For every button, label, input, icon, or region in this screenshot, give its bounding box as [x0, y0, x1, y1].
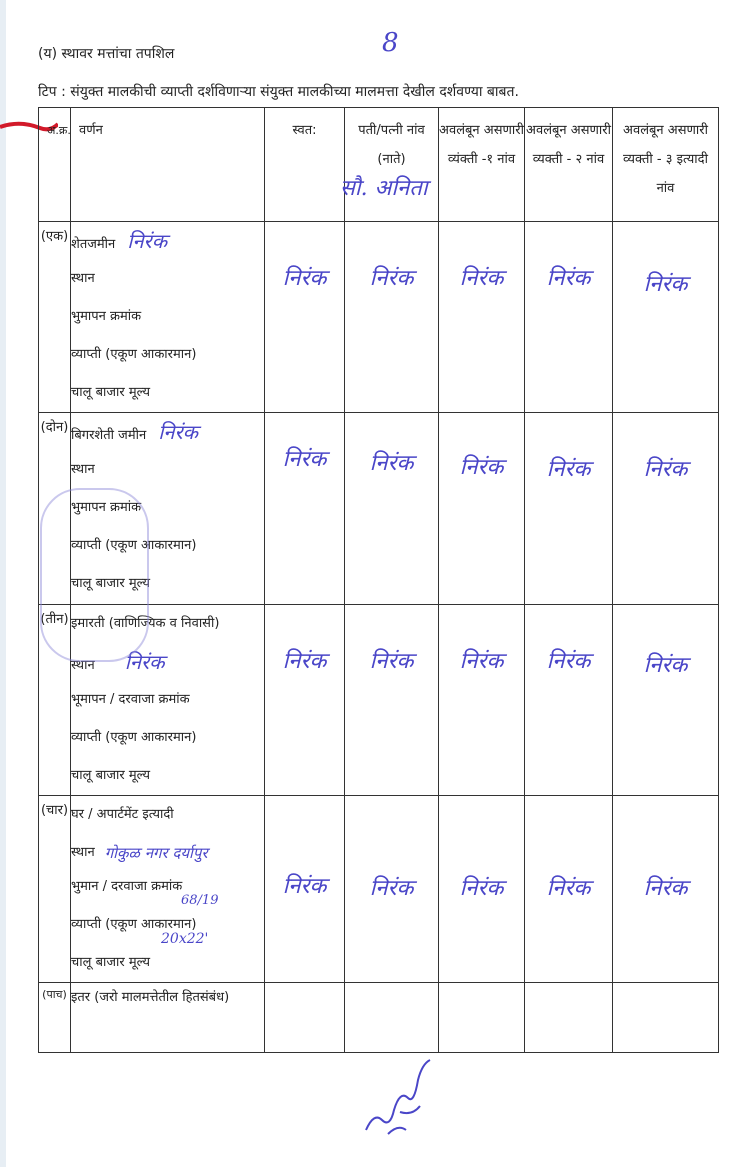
scan-edge	[0, 0, 6, 1167]
cell-spouse	[345, 413, 439, 605]
handwritten-nil: निरंक	[546, 649, 591, 674]
desc-line: भूमापन / दरवाजा क्रमांक	[71, 692, 190, 707]
table-row	[39, 796, 719, 983]
desc-line: स्थान	[71, 658, 95, 673]
handwritten-nil: निरंक	[643, 272, 688, 297]
cell-spouse	[345, 983, 439, 1053]
desc-line: शेतजमीन	[71, 237, 116, 252]
cell-dependent-2	[525, 605, 613, 796]
handwritten-area: 20x22'	[161, 931, 209, 947]
official-stamp	[40, 488, 149, 662]
desc-line: इतर (जरो मालमत्तेतील हितसंबंध)	[71, 990, 230, 1005]
cell-dependent-1	[439, 413, 525, 605]
desc-line: भुमापन क्रमांक	[71, 500, 142, 515]
handwritten-spouse-name: सौ. अनिता	[340, 176, 428, 201]
desc-line: स्थान	[71, 271, 95, 286]
desc-line: चालू बाजार मूल्य	[71, 768, 151, 783]
desc-line: स्थान	[71, 462, 95, 477]
cell-self	[265, 983, 345, 1053]
header-dependent-1: अवलंबून असणारी व्यंक्ती -१ नांव	[439, 108, 525, 222]
page-number: 8	[382, 28, 399, 58]
handwritten-nil: निरंक	[369, 451, 414, 476]
row-number: (एक)	[39, 222, 71, 413]
header-description: वर्णन	[71, 108, 265, 222]
cell-dependent-3	[613, 983, 719, 1053]
cell-dependent-3	[613, 413, 719, 605]
desc-line: व्याप्ती (एकूण आकारमान)	[71, 730, 197, 745]
table-header-row	[39, 108, 719, 222]
row-description	[71, 222, 265, 413]
handwritten-nil: निरंक	[282, 447, 327, 472]
desc-line: चालू बाजार मूल्य	[71, 955, 151, 970]
row-number: (दोन)	[39, 413, 71, 605]
handwritten-nil: निरंक	[282, 266, 327, 291]
cell-dependent-1	[439, 983, 525, 1053]
cell-dependent-2	[525, 796, 613, 983]
cell-dependent-1	[439, 605, 525, 796]
desc-line: व्याप्ती (एकूण आकारमान)	[71, 347, 197, 362]
header-self: स्वत:	[265, 108, 345, 222]
cell-spouse	[345, 222, 439, 413]
row-number: (तीन)	[39, 605, 71, 796]
cell-dependent-2	[525, 222, 613, 413]
cell-spouse	[345, 796, 439, 983]
desc-line: व्याप्ती (एकूण आकारमान)	[71, 538, 197, 553]
handwritten-nil: निरंक	[459, 876, 504, 901]
cell-dependent-1	[439, 796, 525, 983]
handwritten-nil: निरंक	[643, 876, 688, 901]
handwritten-nil: निरंक	[127, 229, 168, 253]
table-row	[39, 222, 719, 413]
row-number: (चार)	[39, 796, 71, 983]
desc-line: भुमान / दरवाजा क्रमांक	[71, 879, 183, 894]
desc-line: भुमापन क्रमांक	[71, 309, 142, 324]
handwritten-nil: निरंक	[459, 266, 504, 291]
cell-dependent-2	[525, 983, 613, 1053]
handwritten-nil: निरंक	[546, 876, 591, 901]
cell-dependent-3	[613, 222, 719, 413]
cell-self	[265, 796, 345, 983]
cell-self	[265, 605, 345, 796]
handwritten-nil: निरंक	[282, 649, 327, 674]
handwritten-nil: निरंक	[643, 653, 688, 678]
desc-line: घर / अपार्टमेंट इत्यादी	[71, 807, 174, 822]
section-title: (य) स्थावर मत्तांचा तपशिल	[38, 46, 175, 62]
row-description	[71, 983, 265, 1053]
desc-line: चालू बाजार मूल्य	[71, 385, 151, 400]
handwritten-nil: निरंक	[369, 649, 414, 674]
row-description	[71, 796, 265, 983]
cell-dependent-3	[613, 605, 719, 796]
signature	[360, 1050, 440, 1140]
cell-self	[265, 222, 345, 413]
desc-line: व्याप्ती (एकूण आकारमान)	[71, 917, 197, 932]
handwritten-plot-number: 68/19	[181, 893, 219, 908]
desc-line: स्थान	[71, 845, 95, 860]
header-dependent-2: अवलंबून असणारी व्यक्ती - २ नांव	[525, 108, 613, 222]
handwritten-nil: निरंक	[459, 649, 504, 674]
handwritten-nil: निरंक	[643, 457, 688, 482]
cell-dependent-3	[613, 796, 719, 983]
handwritten-nil: निरंक	[282, 874, 327, 899]
desc-line: बिगरशेती जमीन	[71, 428, 147, 443]
handwritten-nil: निरंक	[369, 266, 414, 291]
handwritten-nil: निरंक	[459, 455, 504, 480]
row-number: (पाच)	[39, 983, 71, 1053]
cell-dependent-1	[439, 222, 525, 413]
cell-spouse	[345, 605, 439, 796]
table-row	[39, 983, 719, 1053]
header-dependent-3: अवलंबून असणारी व्यक्ती - ३ इत्यादी नांव	[613, 108, 719, 222]
handwritten-nil: निरंक	[124, 650, 165, 674]
handwritten-nil: निरंक	[546, 457, 591, 482]
cell-dependent-2	[525, 413, 613, 605]
note-line: टिप : संयुक्त मालकीची व्याप्ती दर्शविणाऱ्या संयुक्त मालकीच्या मालमत्ता देखील दर्शवण्या बाबत.	[38, 84, 519, 100]
handwritten-location: गोकुळ नगर दर्यापुर	[104, 843, 208, 862]
cell-self	[265, 413, 345, 605]
header-spouse-label: पती/पत्नी नांव (नाते)	[358, 123, 425, 167]
handwritten-nil: निरंक	[158, 420, 199, 444]
header-spouse	[345, 108, 439, 222]
header-sr: अ.क्र.	[39, 108, 71, 222]
handwritten-nil: निरंक	[546, 266, 591, 291]
handwritten-nil: निरंक	[369, 876, 414, 901]
desc-line: चालू बाजार मूल्य	[71, 576, 151, 591]
desc-line: इमारती (वाणिज्यिक व निवासी)	[71, 616, 220, 631]
